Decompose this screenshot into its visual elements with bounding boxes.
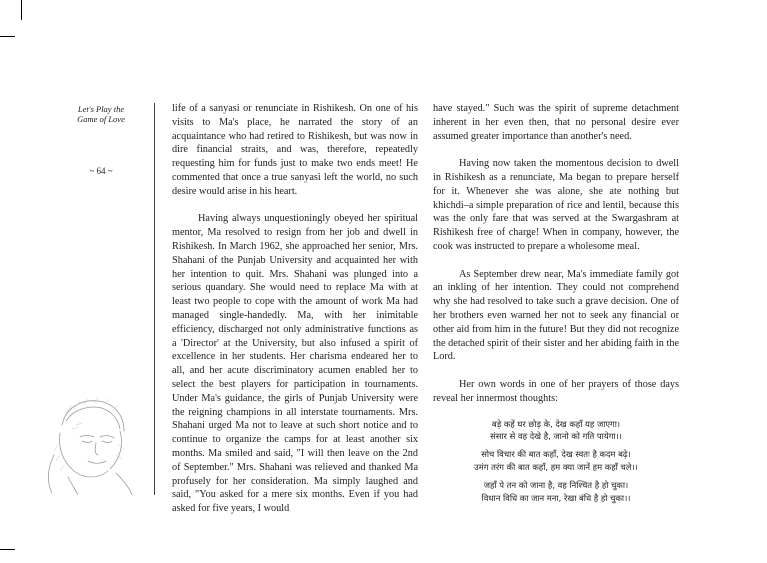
page-number: ~ 64 ~	[89, 166, 113, 176]
column-rule	[154, 103, 155, 495]
crop-mark-horizontal-bottom	[0, 549, 15, 550]
crop-mark-vertical	[21, 0, 22, 20]
running-title-line-1: Let's Play the	[77, 104, 125, 114]
verse-line: विधान विधि का जान मना, रेखा बंधि है हो चुका।।	[481, 492, 631, 503]
paragraph: Her own words in one of her prayers of those days reveal her innermost thoughts:	[433, 378, 679, 404]
running-book-title	[66, 104, 136, 124]
hindi-verse-1	[433, 418, 679, 443]
hindi-verse-2	[433, 448, 679, 473]
crop-mark-horizontal-top	[0, 36, 15, 37]
verse-line: जहाँ पे तन को जाना है, वह निश्चित है हो चुका।	[483, 480, 629, 491]
verse-line: सोच विचार की बात कहाँ, देख स्वतः है कदम बढ़े।	[481, 449, 631, 460]
hindi-verse-3	[433, 479, 679, 504]
text-column-right	[433, 102, 679, 504]
verse-line: संसार से वह देखे है, जानो को गति पायेगा।।	[490, 430, 622, 441]
paragraph: life of a sanyasi or renunciate in Rishikesh. On one of his visits to Ma's place, he narrated the story of an acquaintance who had retired to Rishikesh, but was now in dire financial straits, and was, therefore, repeatedly requesting him for funds just to make two ends meet! He commented that once a true sanyasi left the world, no such desire would arise in his heart.	[172, 103, 418, 197]
text-column-left	[172, 102, 418, 516]
paragraph: Having now taken the momentous decision to dwell in Rishikesh as a renunciate, Ma began to prepare herself for it. Whenever she was alone, she ate nothing but khichdi–a simple preparation of rice and lentil, because this was the only fare that was served at the Swargashram at Rishikesh free of charge! When in company, however, the cook was instructed to prepare a wholesome meal.	[433, 158, 679, 252]
portrait-sketch-image	[32, 385, 142, 495]
paragraph: Having always unquestioningly obeyed her spiritual mentor, Ma resolved to resign from her job and dwell in Rishikesh. In March 1962, she approached her senior, Mrs. Shahani of the Punjab University and acquainted her with her intention to quit. Mrs. Shahani was plunged into a serious quandary. She would need to replace Ma with at least two people to cope with the amount of work Ma had managed single-handedly. Ma, with her inimitable efficiency, discharged not only administrative functions as a 'Director' at the University, but also infused a spirit of excellence in her students. Her charisma endeared her to all, and her acute discriminatory acumen enabled her to select the best players for participation in tournaments. Under Ma's guidance, the girls of Punjab University were the reigning champions in all interstate tournaments. Mrs. Shahani urged Ma not to leave at such short notice and to continue to organize the camps for at least another six months. Ma smiled and said, "I will then leave on the 2nd of September." Mrs. Shahani was relieved and thanked Ma profusely for her consideration. Ma simply laughed and said, "You asked for a mere six months. Even if you had asked for five years, I would	[172, 213, 418, 515]
verse-line: बड़े कहें घर छोड़ के, देख कहाँ यह जाएगा।	[491, 418, 621, 429]
verse-line: उमंग तरंग की बात कहाँ, हम क्या जानें हम कहाँ चले।।	[474, 461, 638, 472]
running-title-line-2: Game of Love	[77, 114, 125, 124]
paragraph: have stayed." Such was the spirit of supreme detachment inherent in her even then, that no personal desire ever assumed greater importance than another's need.	[433, 103, 679, 142]
paragraph: As September drew near, Ma's immediate family got an inkling of her intention. They could not comprehend why she had resolved to take such a grave decision. One of her brothers even warned her not to seek any financial or other aid from him in the future! But they did not recognize the detached spirit of their sister and her abiding faith in the Lord.	[433, 268, 679, 363]
